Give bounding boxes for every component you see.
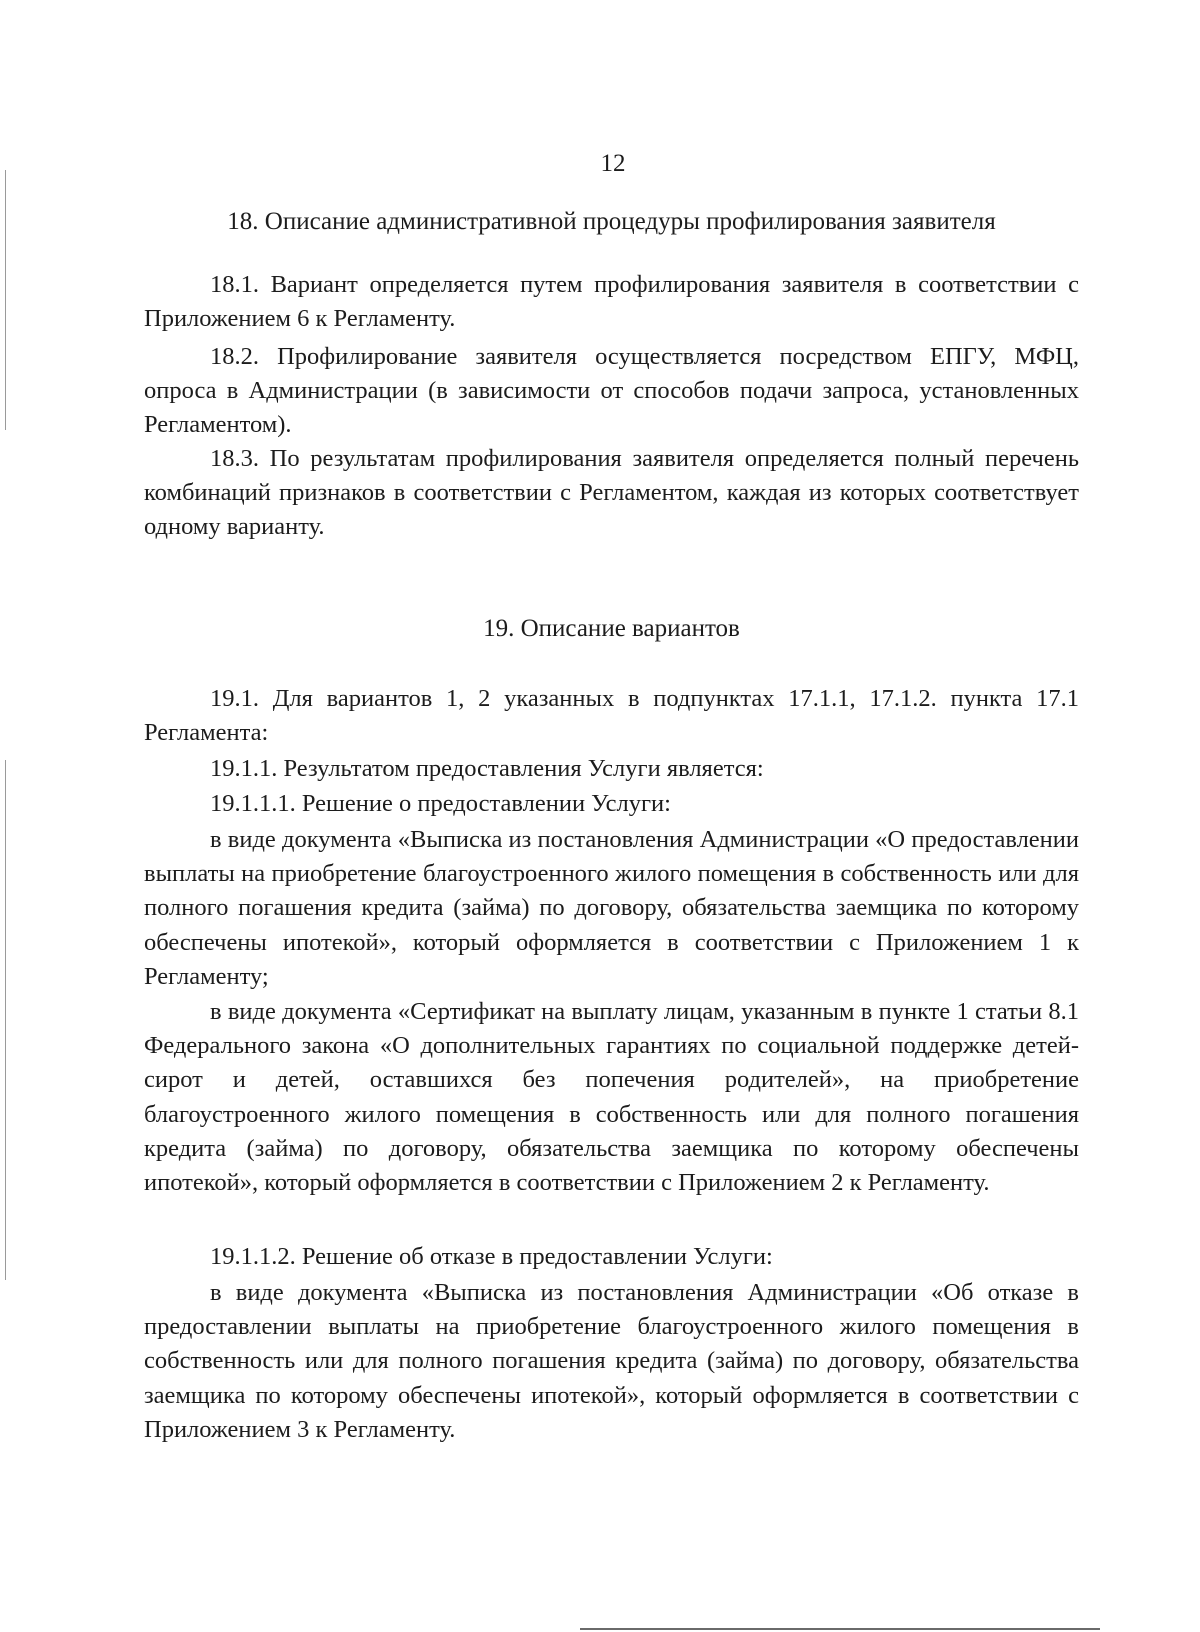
scan-edge-line [5, 760, 6, 1280]
paragraph-decision-document-1: в виде документа «Выписка из постановления Администрации «О предоставлении выплаты на приобретение благоустроенного жилого помещения в собственность или для полного погашения кредита (займа) по договору, обязательства заемщика по которому обеспечены ипотекой», который оформляется в соответствии с Приложением 1 к Регламенту; [144, 826, 1079, 990]
paragraph-18-1: 18.1. Вариант определяется путем профилирования заявителя в соответствии с Приложением 6 к Регламенту. [144, 271, 1079, 333]
paragraph-19-1: 19.1. Для вариантов 1, 2 указанных в подпунктах 17.1.1, 17.1.2. пункта 17.1 Регламента: [144, 685, 1079, 747]
paragraph-18-3: 18.3. По результатам профилирования заявителя определяется полный перечень комбинаций признаков в соответствии с Регламентом, каждая из которых соответствует одному варианту. [144, 445, 1079, 541]
scan-bottom-edge [580, 1628, 1100, 1630]
paragraph-19-1-1-1: 19.1.1.1. Решение о предоставлении Услуги: [210, 790, 671, 817]
scan-edge-line [5, 170, 6, 430]
page-number: 12 [600, 150, 626, 177]
section-19-heading: 19. Описание вариантов [483, 615, 740, 642]
paragraph-19-1-1-2: 19.1.1.2. Решение об отказе в предоставлении Услуги: [210, 1243, 773, 1270]
paragraph-19-1-1: 19.1.1. Результатом предоставления Услуги является: [210, 755, 764, 782]
paragraph-decision-document-2: в виде документа «Сертификат на выплату лицам, указанным в пункте 1 статьи 8.1 Федерального закона «О дополнительных гарантиях по социальной поддержке детей-сирот и детей, оставшихся без попечения родителей», на приобретение благоустроенного жилого помещения в собственность или для полного погашения кредита (займа) по договору, обязательства заемщика по которому обеспечены ипотекой», который оформляется в соответствии с Приложением 2 к Регламенту. [144, 998, 1079, 1197]
section-18-heading: 18. Описание административной процедуры профилирования заявителя [227, 208, 996, 235]
paragraph-refusal-document: в виде документа «Выписка из постановления Администрации «Об отказе в предоставлении выплаты на приобретение благоустроенного жилого помещения в собственность или для полного погашения кредита (займа) по договору, обязательства заемщика по которому обеспечены ипотекой», который оформляется в соответствии с Приложением 3 к Регламенту. [144, 1279, 1079, 1443]
paragraph-18-2: 18.2. Профилирование заявителя осуществляется посредством ЕПГУ, МФЦ, опроса в Администрации (в зависимости от способов подачи запроса, установленных Регламентом). [144, 343, 1079, 439]
